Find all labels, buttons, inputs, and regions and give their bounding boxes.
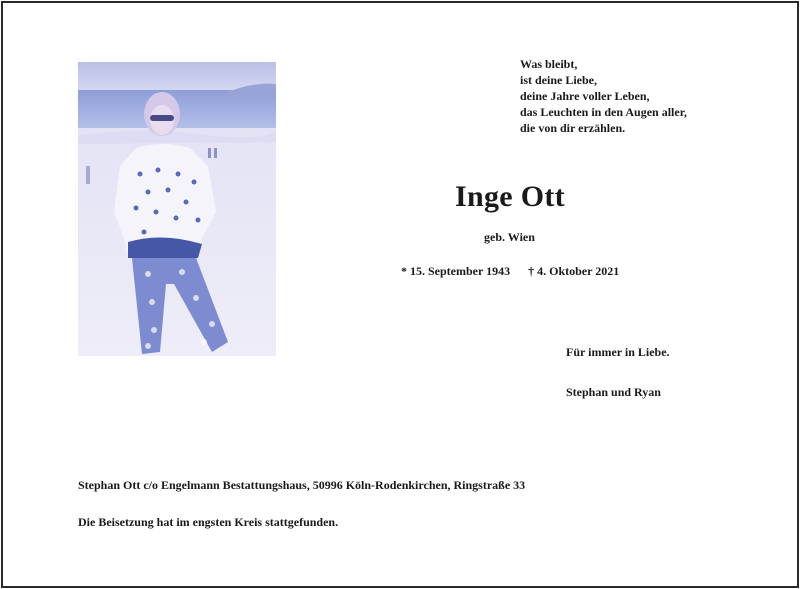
poem	[520, 56, 760, 136]
signers: Stephan und Ryan	[566, 385, 661, 399]
birth-date: * 15. September 1943	[401, 264, 511, 278]
poem-line: ist deine Liebe,	[520, 73, 597, 87]
closing-text: Für immer in Liebe.	[566, 345, 670, 359]
death-date: † 4. Oktober 2021	[528, 264, 620, 278]
poem-line: das Leuchten in den Augen aller,	[520, 105, 687, 119]
portrait-photo	[78, 62, 276, 356]
burial-notice: Die Beisetzung hat im engsten Kreis stattgefunden.	[78, 515, 339, 529]
portrait-photo-graphic	[78, 62, 276, 356]
poem-line: deine Jahre voller Leben,	[520, 89, 650, 103]
poem-line: die von dir erzählen.	[520, 121, 626, 135]
life-dates	[401, 264, 619, 279]
poem-line: Was bleibt,	[520, 57, 578, 71]
contact-address: Stephan Ott c/o Engelmann Bestattungshaus, 50996 Köln-Rodenkirchen, Ringstraße 33	[78, 478, 526, 492]
birth-name: geb. Wien	[484, 230, 535, 244]
deceased-name: Inge Ott	[455, 180, 565, 213]
